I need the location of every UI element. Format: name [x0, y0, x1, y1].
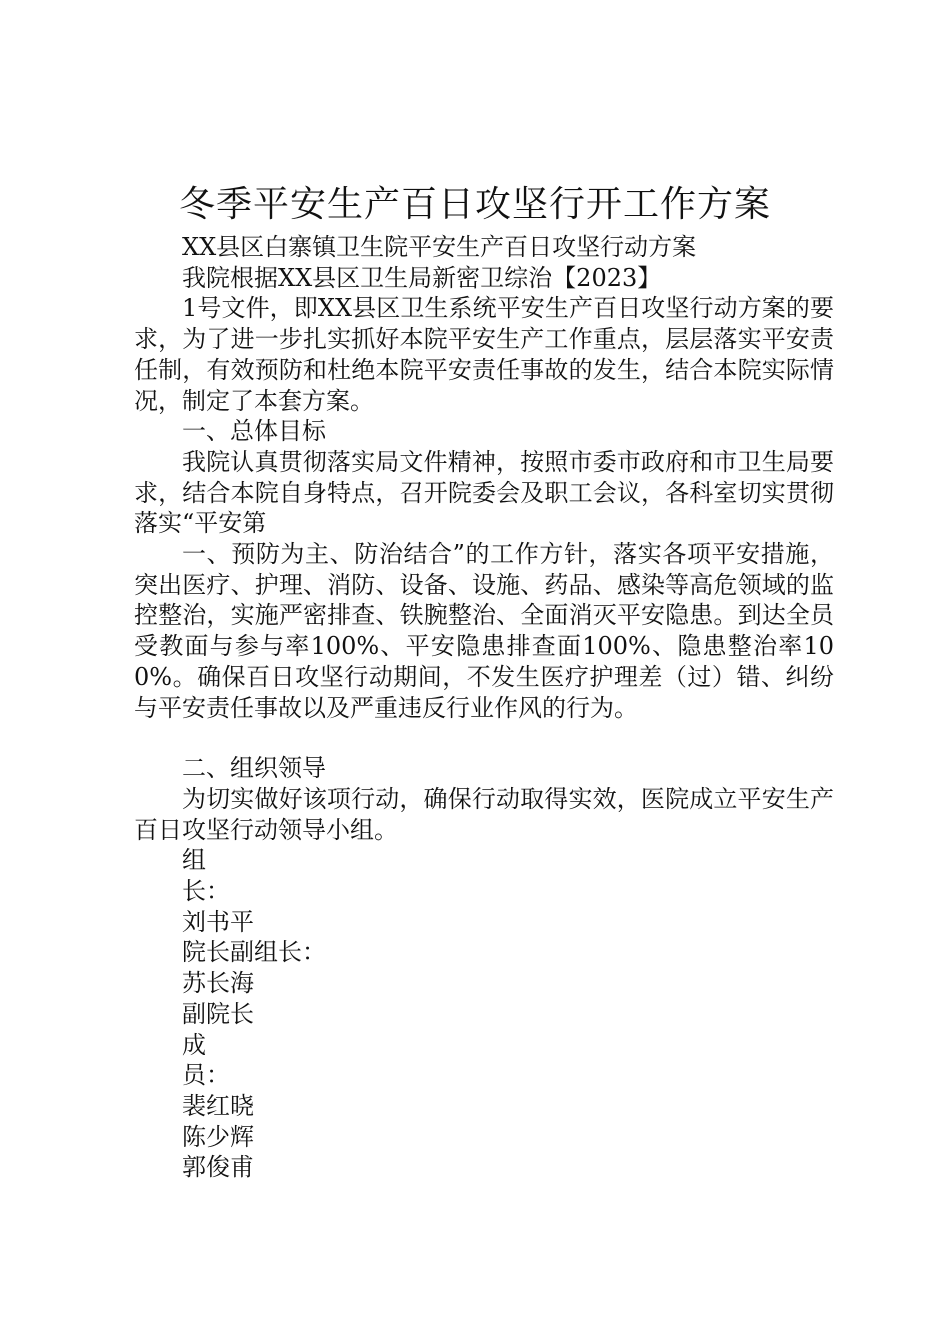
member-line: 长：	[182, 877, 230, 906]
section-heading: 一、总体目标	[182, 417, 326, 446]
document-title: 冬季平安生产百日攻坚行开工作方案	[178, 184, 771, 225]
body-paragraph: 一、预防为主、防治结合”的工作方针，落实各项平安措施，突出医疗、护理、消防、设备、设施、药品、感染等高危领域的监控整治，实施严密排查、铁腕整治、全面消灭平安隐患。到达全员受教面与参与率100%、平安隐患排查面100%、隐患整治率100%。确保百日攻坚行动期间，不发生医疗护理差（过）错、纠纷与平安责任事故以及严重违反行业作风的行为。	[134, 540, 834, 722]
member-line: 刘书平	[182, 907, 254, 936]
member-line: 郭俊甫	[182, 1153, 254, 1182]
member-line: 副院长	[182, 999, 254, 1028]
subtitle-paragraph: XX县区白寨镇卫生院平安生产百日攻坚行动方案	[182, 233, 697, 261]
body-paragraph: 1号文件，即XX县区卫生系统平安生产百日攻坚行动方案的要求，为了进一步扎实抓好本院平安生产工作重点，层层落实平安责任制，有效预防和杜绝本院平安责任事故的发生，结合本院实际情况，制定了本套方案。	[134, 294, 834, 415]
member-line: 成	[182, 1030, 206, 1059]
body-paragraph: 为切实做好该项行动，确保行动取得实效，医院成立平安生产百日攻坚行动领导小组。	[134, 784, 834, 844]
member-line: 陈少辉	[182, 1122, 254, 1151]
section-heading: 二、组织领导	[182, 754, 326, 783]
document-body	[134, 232, 834, 1183]
member-line: 院长副组长：	[182, 938, 326, 967]
member-line: 苏长海	[182, 969, 254, 998]
member-line: 组	[182, 846, 206, 875]
member-line: 裴红晓	[182, 1091, 254, 1120]
member-line: 员：	[182, 1061, 230, 1090]
body-paragraph: 我院认真贯彻落实局文件精神，按照市委市政府和市卫生局要求，结合本院自身特点，召开院委会及职工会议，各科室切实贯彻落实“平安第	[134, 447, 834, 538]
body-paragraph: 我院根据XX县区卫生局新密卫综治【2023】	[182, 263, 662, 292]
